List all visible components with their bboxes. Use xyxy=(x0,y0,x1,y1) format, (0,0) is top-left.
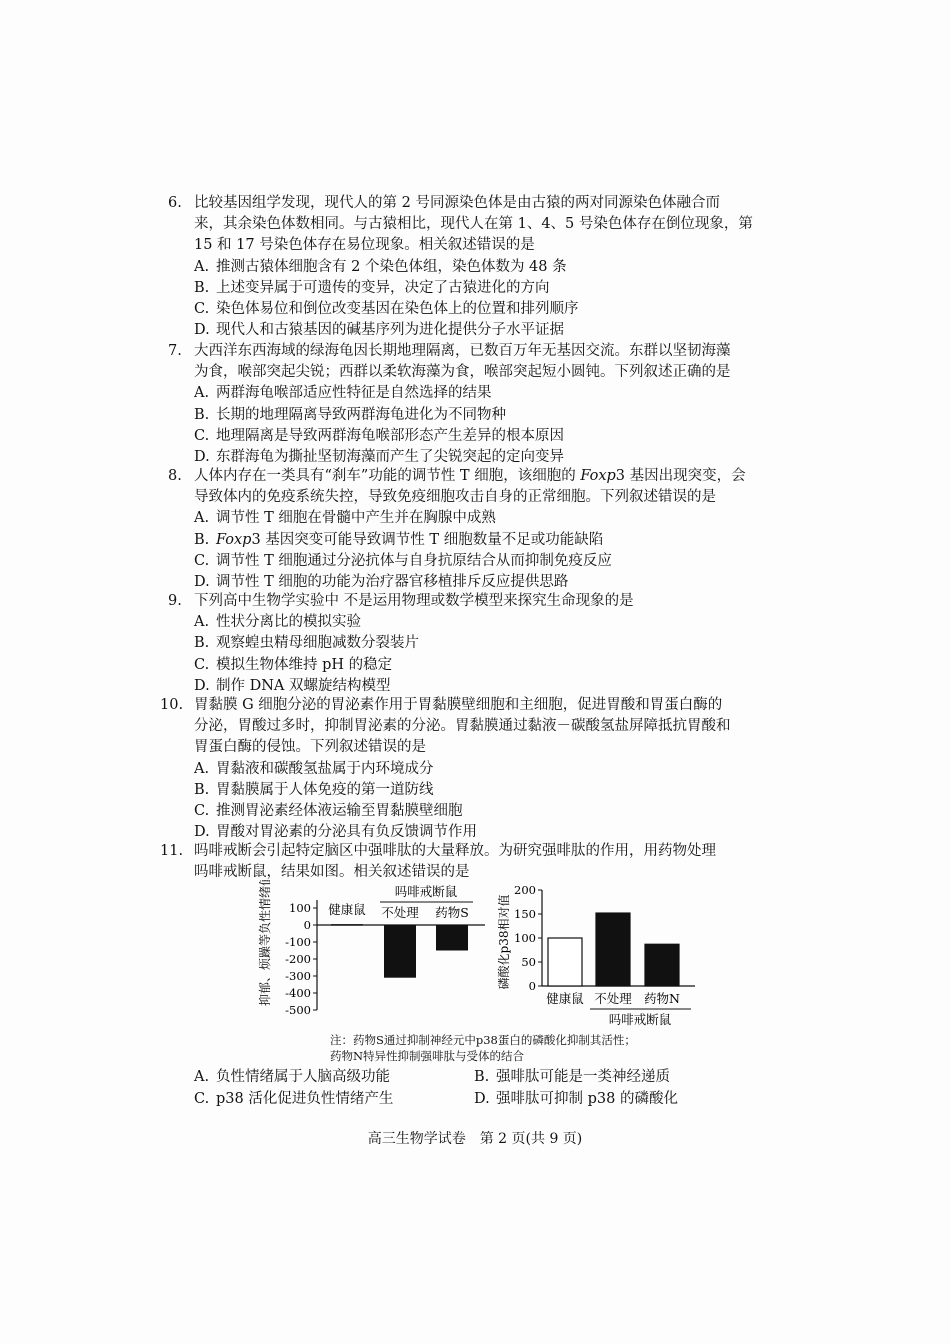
question-stem: 7. 大西洋东西海域的绿海龟因长期地理隔离，已数百万年无基因交流。东群以坚韧海藻 xyxy=(168,341,768,362)
tick-label: 200 xyxy=(514,883,536,897)
chart-right-ticks xyxy=(514,883,542,993)
chart-left-group-label: 吗啡戒断鼠 xyxy=(394,884,458,899)
charts-svg xyxy=(255,880,695,1030)
category-label: 药物N xyxy=(644,991,680,1006)
tick-label: 100 xyxy=(289,901,311,915)
option-d[interactable]: D. 强啡肽可抑制 p38 的磷酸化 xyxy=(474,1091,678,1107)
question-stem-line: 分泌，胃酸过多时，抑制胃泌素的分泌。胃黏膜通过黏液－碳酸氢盐屏障抵抗胃酸和 xyxy=(194,718,731,735)
chart-left-categories xyxy=(328,902,469,920)
figure xyxy=(255,880,695,1034)
question-stem-line: 导致体内的免疫系统失控，导致免疫细胞攻击自身的正常细胞。下列叙述错误的是 xyxy=(194,489,716,506)
chart-right-group-label: 吗啡戒断鼠 xyxy=(608,1012,672,1027)
tick-label: -400 xyxy=(285,986,311,1000)
note-line: 药物N特异性抑制强啡肽与受体的结合 xyxy=(330,1049,525,1063)
question-number: 6. xyxy=(168,195,182,211)
option-a[interactable]: A. 性状分离比的模拟实验 xyxy=(194,614,361,631)
chart-right xyxy=(496,883,695,1027)
option-a[interactable]: A. 负性情绪属于人脑高级功能 xyxy=(194,1069,390,1085)
question-number: 9. xyxy=(168,593,182,609)
bar xyxy=(384,925,416,978)
question-number: 11. xyxy=(160,843,184,859)
question-9 xyxy=(168,591,768,697)
option-c[interactable]: C. 调节性 T 细胞通过分泌抗体与自身抗原结合从而抑制免疫反应 xyxy=(194,552,612,569)
chart-right-ylabel: 磷酸化p38相对值 xyxy=(497,894,511,990)
category-label: 不处理 xyxy=(594,991,632,1006)
option-b[interactable]: B. 观察蝗虫精母细胞减数分裂装片 xyxy=(194,635,419,652)
question-8 xyxy=(168,466,768,593)
bar xyxy=(548,938,582,986)
page-footer: 高三生物学试卷 第 2 页(共 9 页) xyxy=(367,1131,583,1147)
option-a[interactable]: A. 胃黏液和碳酸氢盐属于内环境成分 xyxy=(194,760,434,777)
bar xyxy=(645,944,679,986)
bar xyxy=(596,913,630,986)
chart-right-bars xyxy=(548,913,679,986)
option-b[interactable]: B. 长期的地理隔离导致两群海龟进化为不同物种 xyxy=(194,406,506,423)
question-11 xyxy=(160,841,760,883)
question-stem: 9. 下列高中生物学实验中 不是运用物理或数学模型来探究生命现象的是 xyxy=(168,591,768,612)
category-label: 健康鼠 xyxy=(328,902,366,917)
question-6 xyxy=(168,193,768,341)
tick-label: 100 xyxy=(514,931,536,945)
question-stem-line: 来，其余染色体数相同。与古猿相比，现代人在第 1、4、5 号染色体存在倒位现象，第 xyxy=(194,216,753,233)
question-stem: 10. 胃黏膜 G 细胞分泌的胃泌素作用于胃黏膜壁细胞和主细胞，促进胃酸和胃蛋白酶的 xyxy=(160,695,760,716)
tick-label: -500 xyxy=(285,1003,311,1017)
option-d[interactable]: D. 胃酸对胃泌素的分泌具有负反馈调节作用 xyxy=(194,824,477,841)
question-stem-line: 为食，喉部突起尖锐；西群以柔软海藻为食，喉部突起短小圆钝。下列叙述正确的是 xyxy=(194,364,731,381)
question-stem: 6. 比较基因组学发现，现代人的第 2 号同源染色体是由古猿的两对同源染色体融合而 xyxy=(168,193,768,214)
question-stem: 8. 人体内存在一类具有“刹车”功能的调节性 T 细胞，该细胞的 Foxp3 基因出现突变，会 xyxy=(168,466,768,487)
question-number: 8. xyxy=(168,468,182,484)
question-stem-line: 胃蛋白酶的侵蚀。下列叙述错误的是 xyxy=(194,739,426,756)
category-label: 不处理 xyxy=(381,905,419,920)
category-label: 健康鼠 xyxy=(546,991,584,1006)
option-c[interactable]: C. p38 活化促进负性情绪产生 xyxy=(194,1091,394,1107)
tick-label: 0 xyxy=(528,979,536,993)
option-b[interactable]: B. Foxp3 基因突变可能导致调节性 T 细胞数量不足或功能缺陷 xyxy=(194,531,604,548)
question-stem-line: 15 和 17 号染色体存在易位现象。相关叙述错误的是 xyxy=(194,237,535,254)
option-d[interactable]: D. 东群海龟为撕扯坚韧海藻而产生了尖锐突起的定向变异 xyxy=(194,449,564,466)
option-b[interactable]: B. 上述变异属于可遗传的变异，决定了古猿进化的方向 xyxy=(194,279,550,296)
tick-label: 50 xyxy=(521,955,536,969)
category-label: 药物S xyxy=(435,905,469,920)
option-d[interactable]: D. 制作 DNA 双螺旋结构模型 xyxy=(194,677,391,694)
question-number: 10. xyxy=(160,697,184,713)
option-d[interactable]: D. 现代人和古猿基因的碱基序列为进化提供分子水平证据 xyxy=(194,322,564,339)
note-line: 注：药物S通过抑制神经元中p38蛋白的磷酸化抑制其活性； xyxy=(330,1033,636,1047)
tick-label: -100 xyxy=(285,935,311,949)
option-a[interactable]: A. 推测古猿体细胞含有 2 个染色体组，染色体数为 48 条 xyxy=(194,258,567,275)
option-d[interactable]: D. 调节性 T 细胞的功能为治疗器官移植排斥反应提供思路 xyxy=(194,574,569,591)
option-c[interactable]: C. 染色体易位和倒位改变基因在染色体上的位置和排列顺序 xyxy=(194,301,579,318)
option-b[interactable]: B. 胃黏膜属于人体免疫的第一道防线 xyxy=(194,781,434,798)
question-7 xyxy=(168,341,768,468)
question-number: 7. xyxy=(168,343,182,359)
option-c[interactable]: C. 地理隔离是导致两群海龟喉部形态产生差异的根本原因 xyxy=(194,427,564,444)
tick-label: -200 xyxy=(285,952,311,966)
option-a[interactable]: A. 两群海龟喉部适应性特征是自然选择的结果 xyxy=(194,385,492,402)
chart-left-ticks xyxy=(285,901,317,1017)
question-11-options xyxy=(194,1066,754,1110)
chart-left xyxy=(257,880,485,1017)
bar xyxy=(331,924,363,926)
figure-note xyxy=(330,1032,636,1064)
question-10 xyxy=(160,695,760,843)
chart-right-categories xyxy=(546,991,680,1006)
question-stem-line: 吗啡戒断鼠，结果如图。相关叙述错误的是 xyxy=(194,864,470,881)
question-stem: 11. 吗啡戒断会引起特定脑区中强啡肽的大量释放。为研究强啡肽的作用，用药物处理 xyxy=(160,841,760,862)
bar xyxy=(436,925,468,951)
tick-label: 0 xyxy=(303,918,311,932)
option-b[interactable]: B. 强啡肽可能是一类神经递质 xyxy=(474,1069,670,1085)
tick-label: 150 xyxy=(514,907,536,921)
option-c[interactable]: C. 推测胃泌素经体液运输至胃黏膜壁细胞 xyxy=(194,803,463,820)
option-c[interactable]: C. 模拟生物体维持 pH 的稳定 xyxy=(194,656,393,673)
chart-left-bars xyxy=(331,924,468,978)
tick-label: -300 xyxy=(285,969,311,983)
option-a[interactable]: A. 调节性 T 细胞在骨髓中产生并在胸腺中成熟 xyxy=(194,510,496,527)
chart-left-ylabel: 抑郁、烦躁等负性情绪值 xyxy=(258,880,272,1007)
